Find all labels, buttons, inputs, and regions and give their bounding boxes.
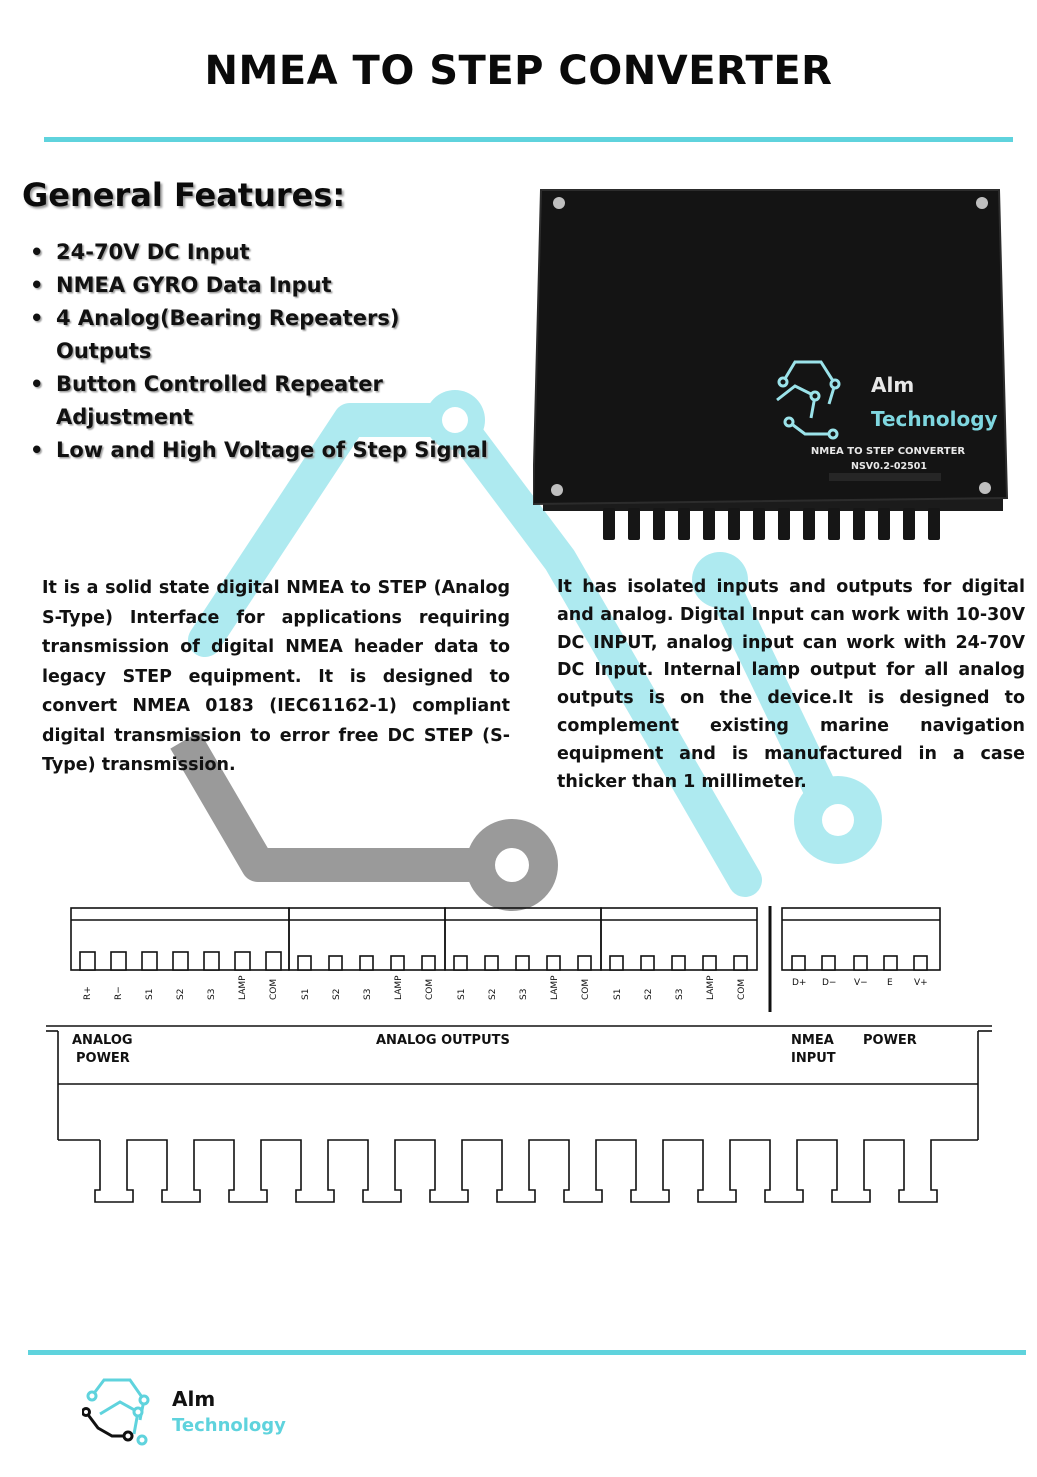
footer-divider — [28, 1350, 1026, 1355]
terminal-label: S2 — [176, 988, 186, 1000]
device-connector-pins — [603, 508, 940, 540]
terminal-label: S2 — [488, 988, 498, 1000]
terminal-label: LAMP — [394, 975, 404, 1000]
device-brand-line2: Technology — [871, 407, 998, 431]
terminal-label: V− — [854, 978, 868, 988]
footer-logo — [82, 1376, 302, 1452]
device-photo — [533, 186, 1013, 546]
section-label-nmea-input: INPUT — [791, 1051, 836, 1066]
terminal-label: COM — [581, 978, 591, 1000]
terminal-label: R+ — [83, 986, 93, 1000]
footer-brand-line1: Alm — [172, 1387, 216, 1411]
terminal-label: D+ — [792, 978, 807, 988]
terminal-label: S1 — [301, 988, 311, 1000]
section-label-analog-outputs: ANALOG OUTPUTS — [376, 1033, 510, 1048]
page-title: NMEA TO STEP CONVERTER — [204, 48, 833, 94]
terminal-label: COM — [425, 978, 435, 1000]
section-label-analog-power: POWER — [76, 1051, 130, 1066]
feature-item: • Low and High Voltage of Step Signal — [30, 434, 550, 467]
terminal-label: S3 — [363, 988, 373, 1000]
terminal-label: COM — [269, 978, 279, 1000]
description-right: It has isolated inputs and outputs for digital and analog. Digital Input can work with 10-30V DC INPUT, analog input can work with 24-70V DC Input. Internal lamp output for all analog outputs is on the device.It is designed to complement existing marine navigation equipment and is manufactured in a case thicker than 1 millimeter. — [557, 577, 1025, 792]
terminal-label: R− — [114, 986, 124, 1000]
features-list — [30, 236, 550, 467]
feature-item: • Button Controlled Repeater Adjustment — [30, 368, 456, 434]
device-brand-line1: Alm — [871, 373, 915, 397]
feature-item: • NMEA GYRO Data Input — [30, 269, 550, 302]
terminal-label: D− — [822, 978, 837, 988]
housing-pins — [95, 1140, 940, 1202]
terminal-label: S3 — [207, 988, 217, 1000]
terminal-label: S2 — [332, 988, 342, 1000]
terminal-label: S1 — [145, 988, 155, 1000]
terminal-label: LAMP — [706, 975, 716, 1000]
footer-brand-line2: Technology — [172, 1415, 286, 1436]
title-divider — [44, 137, 1013, 142]
terminal-label: LAMP — [238, 975, 248, 1000]
feature-item: • 24-70V DC Input — [30, 236, 550, 269]
housing-pin-comb — [95, 1140, 940, 1202]
terminal-diagram — [0, 900, 1037, 1220]
device-label: NMEA TO STEP CONVERTER — [810, 446, 966, 457]
description-left: It is a solid state digital NMEA to STEP (Analog S-Type) Interface for applications requiring transmission of digital NMEA header data to legacy STEP equipment. It is designed to convert NMEA 0183 (IEC61162-1) compliant digital transmission to error free DC STEP (S-Type) transmission. — [42, 578, 510, 775]
features-heading: General Features: — [22, 176, 346, 214]
terminal-label: E — [887, 978, 893, 988]
section-label-analog-power: ANALOG — [72, 1033, 133, 1048]
terminal-label: COM — [737, 978, 747, 1000]
device-serial: NSV0.2-02501 — [851, 461, 927, 472]
terminal-label: V+ — [914, 978, 928, 988]
terminal-label: S1 — [457, 988, 467, 1000]
terminal-label: S1 — [613, 988, 623, 1000]
terminal-label: LAMP — [550, 975, 560, 1000]
section-label-nmea-input: NMEA — [791, 1033, 834, 1048]
section-label-power: POWER — [863, 1033, 917, 1048]
terminal-label: S3 — [519, 988, 529, 1000]
feature-item: • 4 Analog(Bearing Repeaters) Outputs — [30, 302, 456, 368]
terminal-label: S3 — [675, 988, 685, 1000]
terminal-label: S2 — [644, 988, 654, 1000]
